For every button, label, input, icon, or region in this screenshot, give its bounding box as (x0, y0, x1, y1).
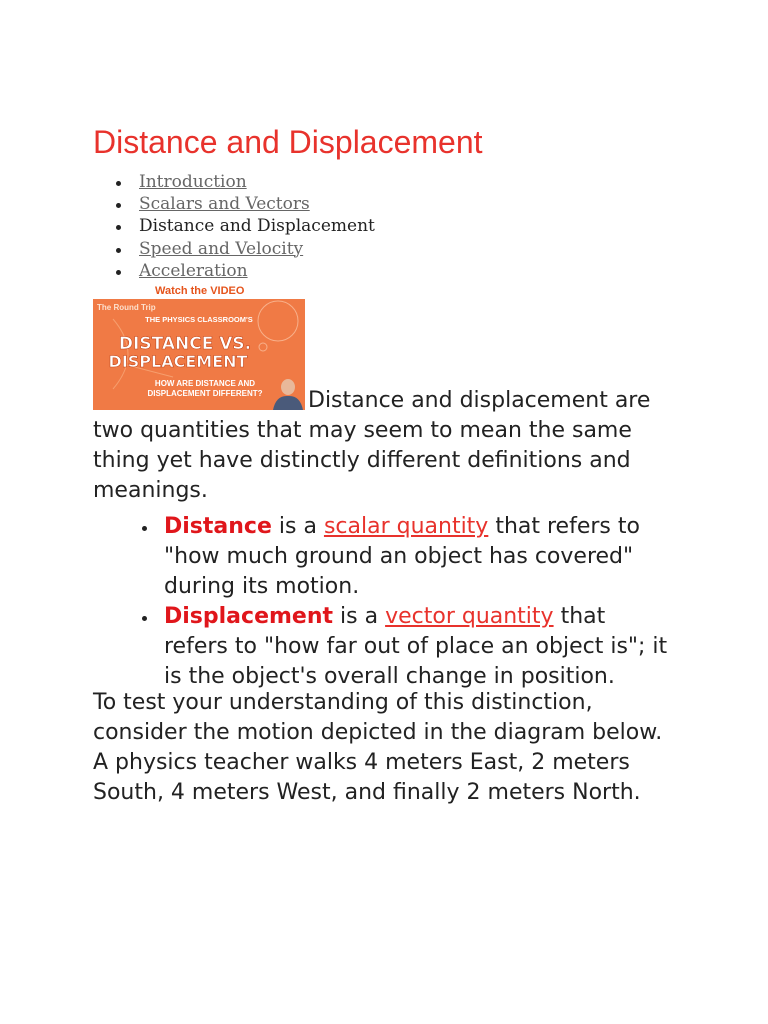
toc-current-page: Distance and Displacement (139, 216, 375, 237)
toc-link-scalars-vectors[interactable]: Scalars and Vectors (139, 194, 310, 215)
toc-item-introduction[interactable] (111, 171, 375, 193)
watch-video-label[interactable]: Watch the VIDEO (155, 285, 245, 297)
vector-quantity-link[interactable]: vector quantity (385, 604, 554, 629)
thumb-headline-2: DISPLACEMENT (108, 352, 248, 371)
thumb-question-2: DISPLACEMENT DIFFERENT? (147, 389, 263, 398)
video-thumbnail-art (93, 299, 305, 410)
toc-item-scalars-vectors[interactable] (111, 193, 375, 215)
thumb-headline-1: DISTANCE VS. (118, 334, 252, 354)
page-title: Distance and Displacement (93, 124, 483, 160)
closing-paragraph: To test your understanding of this distinction, consider the motion depicted in the diagram below. A physics teacher walks 4 meters East, 2 meters South, 4 meters West, and finally 2 meters North. (93, 690, 663, 805)
definition-distance (93, 512, 674, 602)
term-displacement: Displacement (164, 604, 334, 629)
scalar-quantity-link[interactable]: scalar quantity (323, 514, 489, 539)
term-distance: Distance (164, 514, 272, 539)
video-thumbnail[interactable] (93, 299, 305, 410)
definition-text: that refers to "how much ground an object has covered" during its motion. (164, 514, 640, 599)
definition-text: that refers to "how far out of place an object is"; it is the object's overall change in position. (164, 604, 668, 689)
definition-displacement (93, 602, 674, 692)
definition-text: is a (271, 514, 324, 539)
definitions-list (93, 512, 674, 692)
section-nav (111, 171, 375, 282)
thumb-question-1: HOW ARE DISTANCE AND (154, 379, 256, 388)
thumb-corner-text: The Round Trip (97, 303, 156, 312)
intro-rest: two quantities that may seem to mean the same thing yet have distinctly different definitions and meanings. (93, 418, 632, 503)
toc-item-distance-displacement (111, 215, 375, 237)
intro-first-line: Distance and displacement are (308, 388, 651, 413)
toc-link-introduction[interactable]: Introduction (139, 172, 247, 192)
toc-item-acceleration[interactable] (111, 260, 375, 282)
toc-link-acceleration[interactable]: Acceleration (139, 260, 248, 281)
toc-item-speed-velocity[interactable] (111, 238, 375, 260)
definition-text: is a (333, 604, 386, 629)
toc-link-speed-velocity[interactable]: Speed and Velocity (139, 238, 304, 259)
thumb-brand-text: THE PHYSICS CLASSROOM'S (145, 315, 253, 324)
